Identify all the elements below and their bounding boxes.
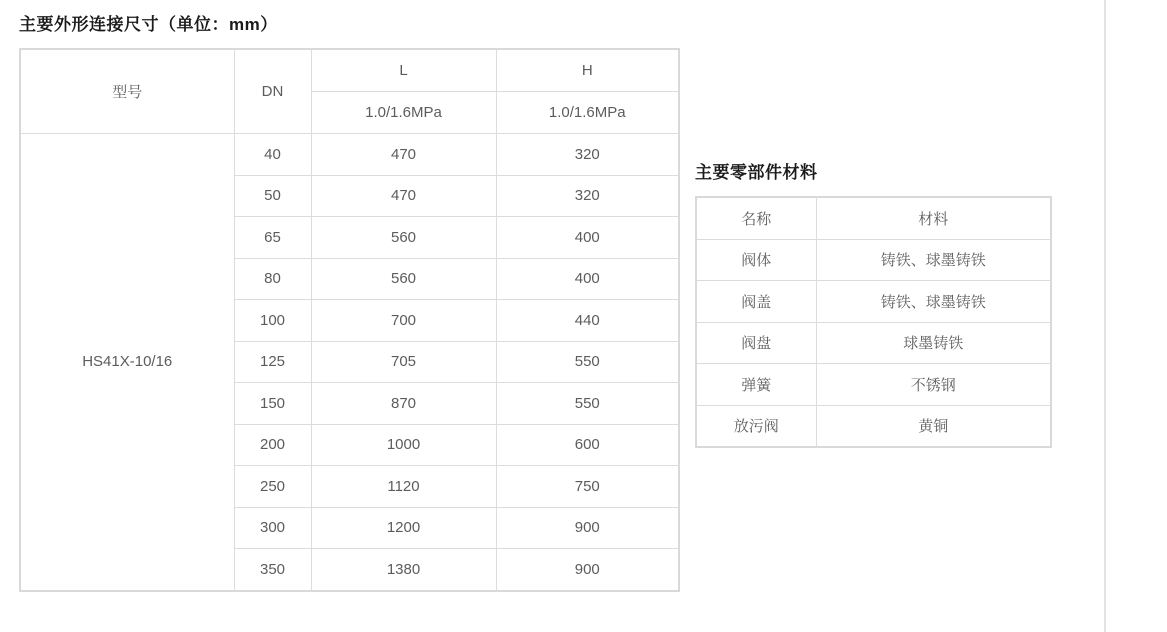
l-cell: 470 xyxy=(311,134,496,176)
h-cell: 320 xyxy=(496,134,679,176)
header-model-cell: 型号 xyxy=(20,49,234,134)
dn-cell: 50 xyxy=(234,175,311,217)
materials-section xyxy=(695,158,1052,448)
l-cell: 1120 xyxy=(311,466,496,508)
l-cell: 1380 xyxy=(311,549,496,591)
page-column-divider xyxy=(1104,0,1106,632)
name-cell: 阀体 xyxy=(696,239,816,281)
materials-table xyxy=(695,196,1052,448)
l-cell: 470 xyxy=(311,175,496,217)
header-l-cell: L xyxy=(311,49,496,92)
name-cell: 阀盖 xyxy=(696,281,816,323)
table-row xyxy=(696,281,1051,323)
dn-cell: 350 xyxy=(234,549,311,591)
dimension-table-header xyxy=(20,49,679,134)
header-l-pressure-cell: 1.0/1.6MPa xyxy=(311,92,496,134)
dn-cell: 150 xyxy=(234,383,311,425)
h-cell: 900 xyxy=(496,507,679,549)
dn-cell: 65 xyxy=(234,217,311,259)
l-cell: 700 xyxy=(311,300,496,342)
dn-cell: 80 xyxy=(234,258,311,300)
material-cell: 黄铜 xyxy=(816,405,1051,447)
materials-table-body xyxy=(696,239,1051,447)
dn-cell: 300 xyxy=(234,507,311,549)
dn-cell: 40 xyxy=(234,134,311,176)
dn-cell: 100 xyxy=(234,300,311,342)
table-row xyxy=(696,322,1051,364)
table-row xyxy=(696,364,1051,406)
h-cell: 600 xyxy=(496,424,679,466)
header-h-cell: H xyxy=(496,49,679,92)
dimension-table-title: 主要外形连接尺寸（单位：mm） xyxy=(19,15,278,34)
l-cell: 560 xyxy=(311,217,496,259)
model-cell: HS41X-10/16 xyxy=(20,134,234,591)
l-cell: 705 xyxy=(311,341,496,383)
l-cell: 1000 xyxy=(311,424,496,466)
table-row xyxy=(20,134,679,176)
h-cell: 400 xyxy=(496,258,679,300)
materials-table-title: 主要零部件材料 xyxy=(695,163,818,182)
dimension-table xyxy=(19,48,680,592)
table-row xyxy=(696,405,1051,447)
header-h-pressure-cell: 1.0/1.6MPa xyxy=(496,92,679,134)
dn-cell: 250 xyxy=(234,466,311,508)
material-cell: 不锈钢 xyxy=(816,364,1051,406)
l-cell: 1200 xyxy=(311,507,496,549)
name-cell: 放污阀 xyxy=(696,405,816,447)
dimension-table-body xyxy=(20,134,679,591)
table-row xyxy=(696,239,1051,281)
name-cell: 阀盘 xyxy=(696,322,816,364)
h-cell: 440 xyxy=(496,300,679,342)
header-name-cell: 名称 xyxy=(696,197,816,239)
header-dn-cell: DN xyxy=(234,49,311,134)
header-material-cell: 材料 xyxy=(816,197,1051,239)
materials-table-header xyxy=(696,197,1051,239)
h-cell: 400 xyxy=(496,217,679,259)
dimension-section xyxy=(19,10,680,592)
material-cell: 球墨铸铁 xyxy=(816,322,1051,364)
material-cell: 铸铁、球墨铸铁 xyxy=(816,239,1051,281)
header-row xyxy=(696,197,1051,239)
h-cell: 320 xyxy=(496,175,679,217)
h-cell: 550 xyxy=(496,383,679,425)
header-row-1 xyxy=(20,49,679,92)
h-cell: 750 xyxy=(496,466,679,508)
h-cell: 550 xyxy=(496,341,679,383)
l-cell: 560 xyxy=(311,258,496,300)
material-cell: 铸铁、球墨铸铁 xyxy=(816,281,1051,323)
l-cell: 870 xyxy=(311,383,496,425)
h-cell: 900 xyxy=(496,549,679,591)
dn-cell: 200 xyxy=(234,424,311,466)
name-cell: 弹簧 xyxy=(696,364,816,406)
dn-cell: 125 xyxy=(234,341,311,383)
